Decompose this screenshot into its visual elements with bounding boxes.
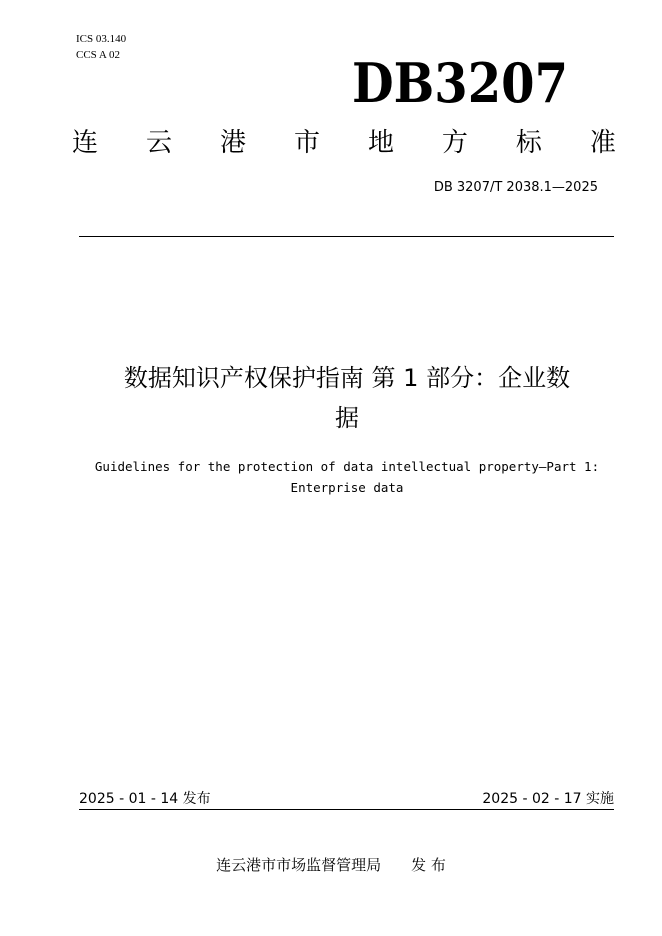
publish-date: 2025 - 01 - 14 发布 — [79, 791, 211, 807]
chinese-title — [70, 358, 624, 438]
standard-type-char: 地 — [367, 128, 394, 158]
english-title: Guidelines for the protection of data intellectual property—Part 1: Enterprise data — [94, 459, 600, 495]
standard-type-char: 准 — [589, 128, 616, 158]
bottom-divider — [79, 809, 614, 810]
standard-type-char: 市 — [293, 128, 320, 158]
chinese-title-line1: 数据知识产权保护指南 第 1 部分：企业数 — [123, 364, 571, 392]
standard-type-char: 云 — [145, 128, 172, 158]
document-number: DB 3207/T 2038.1—2025 — [433, 180, 598, 195]
standard-type-char: 方 — [441, 128, 468, 158]
implement-date: 2025 - 02 - 17 实施 — [482, 791, 614, 807]
ics-ccs-block — [76, 31, 126, 63]
issue-label: 发 布 — [411, 856, 446, 874]
svg-text:DB3207: DB3207 — [352, 56, 568, 108]
top-divider — [79, 236, 614, 237]
db-logo — [352, 56, 612, 108]
date-row — [79, 788, 614, 808]
standard-type-char: 标 — [515, 128, 542, 158]
standard-type-char: 连 — [72, 128, 99, 158]
ics-code: ICS 03.140 — [76, 33, 127, 45]
ccs-code: CCS A 02 — [76, 49, 121, 61]
chinese-title-line2: 据 — [335, 404, 359, 432]
standard-type-char: 港 — [219, 128, 246, 158]
issuer-name: 连云港市市场监督管理局 — [216, 856, 382, 874]
standard-type-title — [72, 126, 616, 160]
issuer-line — [0, 854, 662, 875]
